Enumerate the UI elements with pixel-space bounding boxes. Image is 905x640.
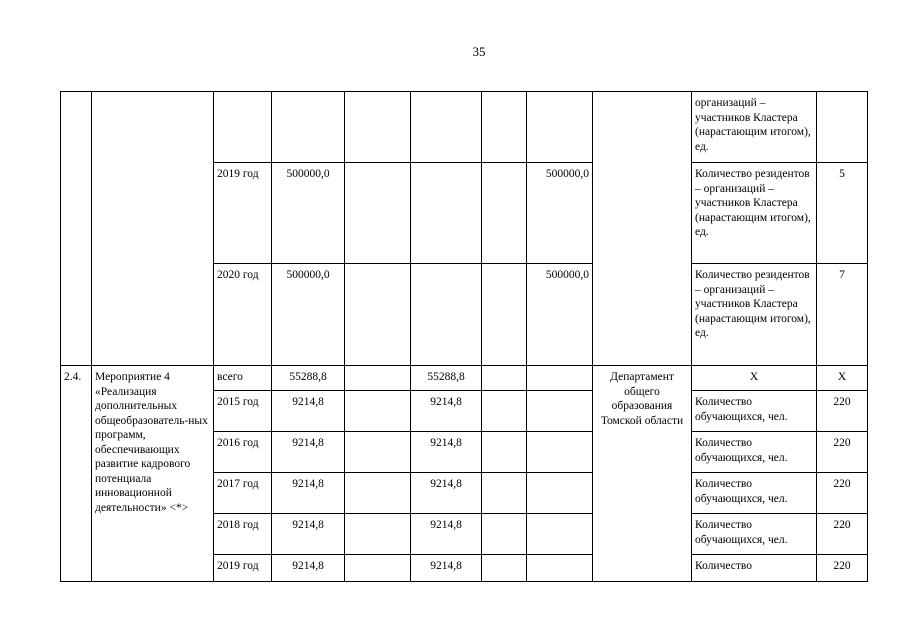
cell-year: 2017 год	[214, 473, 272, 514]
cell-amount: 9214,8	[411, 432, 482, 473]
table-row	[61, 366, 868, 391]
cell-indicator: Количество резидентов – организаций – участников Кластера (нарастающим итогом), ед.	[692, 264, 817, 366]
cell-event-title: Мероприятие 4 «Реализация дополнительных общеобразователь-ных программ, обеспечивающих развитие кадрового потенциала инновационной деятельности» <*>	[92, 366, 214, 582]
cell-total: 55288,8	[272, 366, 345, 391]
cell-value: 220	[817, 555, 868, 582]
cell-value: 7	[817, 264, 868, 366]
cell-number-empty	[61, 92, 92, 366]
cell-total: 9214,8	[272, 514, 345, 555]
cell-value: Х	[817, 366, 868, 391]
cell-year: 2020 год	[214, 264, 272, 366]
cell-department-empty	[593, 92, 692, 366]
cell-total: 9214,8	[272, 473, 345, 514]
cell-indicator: Количество обучающихся, чел.	[692, 473, 817, 514]
cell-year: 2019 год	[214, 555, 272, 582]
cell-year: 2019 год	[214, 163, 272, 264]
cell-event-number: 2.4.	[61, 366, 92, 582]
cell-year: 2015 год	[214, 391, 272, 432]
cell-year: всего	[214, 366, 272, 391]
cell-value: 220	[817, 432, 868, 473]
cell-amount: 500000,0	[527, 264, 593, 366]
cell-indicator: Количество обучающихся, чел.	[692, 391, 817, 432]
cell-event-empty	[92, 92, 214, 366]
cell-total: 500000,0	[272, 264, 345, 366]
cell-total: 9214,8	[272, 432, 345, 473]
cell-amount: 9214,8	[411, 391, 482, 432]
cell-amount: 9214,8	[411, 555, 482, 582]
cell-value: 220	[817, 514, 868, 555]
cell-amount: 500000,0	[527, 163, 593, 264]
cell-year: 2018 год	[214, 514, 272, 555]
program-table	[60, 91, 868, 582]
cell-indicator: Количество обучающихся, чел.	[692, 514, 817, 555]
cell-indicator: Количество резидентов – организаций – участников Кластера (нарастающим итогом), ед.	[692, 163, 817, 264]
cell-year: 2016 год	[214, 432, 272, 473]
cell-amount: 9214,8	[411, 514, 482, 555]
cell-value: 220	[817, 391, 868, 432]
cell-total: 9214,8	[272, 391, 345, 432]
cell-value: 5	[817, 163, 868, 264]
cell-indicator: Количество обучающихся, чел.	[692, 432, 817, 473]
cell-department: Департамент общего образования Томской области	[593, 366, 692, 582]
page-number: 35	[472, 44, 486, 59]
cell-indicator: организаций – участников Кластера (нарастающим итогом), ед.	[692, 92, 817, 163]
cell-total	[272, 92, 345, 163]
cell-total: 500000,0	[272, 163, 345, 264]
cell-indicator: Количество	[692, 555, 817, 582]
cell-indicator: Х	[692, 366, 817, 391]
cell-year	[214, 92, 272, 163]
table-row	[61, 92, 868, 163]
cell-value: 220	[817, 473, 868, 514]
cell-amount: 9214,8	[411, 473, 482, 514]
cell-total: 9214,8	[272, 555, 345, 582]
cell-amount: 55288,8	[411, 366, 482, 391]
